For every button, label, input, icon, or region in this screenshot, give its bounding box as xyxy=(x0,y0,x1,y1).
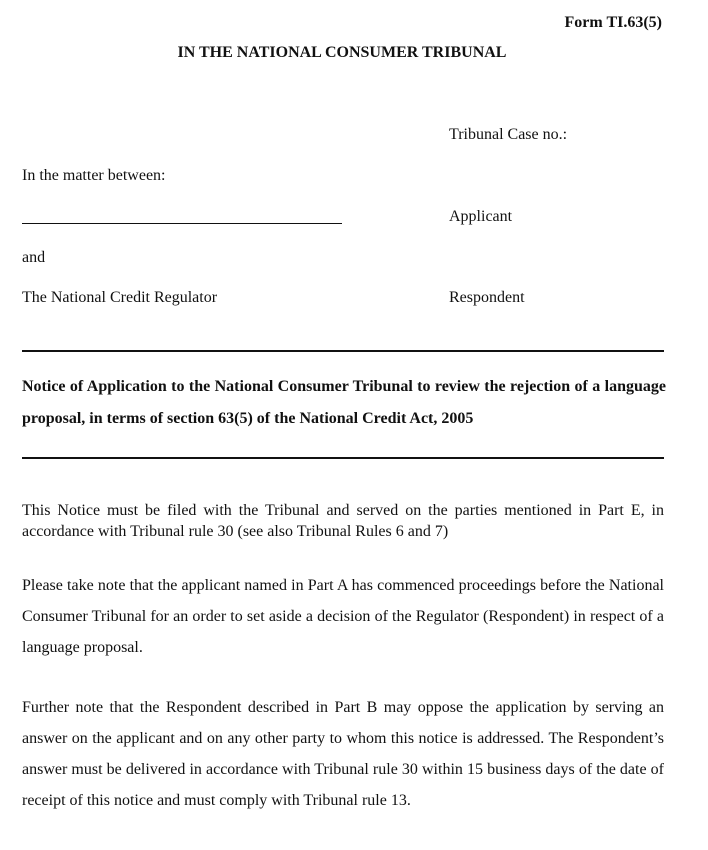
respondent-name: The National Credit Regulator xyxy=(22,289,218,306)
case-number-label: Tribunal Case no.: xyxy=(449,126,568,143)
notice-title: Notice of Application to the National Consumer Tribunal to review the rejection of a language proposal, in terms of section 63(5) of the National Credit Act, 2005 xyxy=(22,378,666,427)
opposition-paragraph: Further note that the Respondent described in Part B may oppose the application by serving an answer on the applicant and on any other party to whom this notice is addressed. The Respondent’s answer must be delivered in accordance with Tribunal rule 30 within 15 business days of the date of receipt of this notice and must comply with Tribunal rule 13. xyxy=(22,699,664,809)
divider-bottom xyxy=(22,457,664,459)
divider-top xyxy=(22,350,664,352)
court-heading: IN THE NATIONAL CONSUMER TRIBUNAL xyxy=(177,44,507,61)
filing-paragraph: This Notice must be filed with the Tribunal and served on the parties mentioned in Part E, in accordance with Tribunal rule 30 (see also Tribunal Rules 6 and 7) xyxy=(22,502,664,540)
respondent-label: Respondent xyxy=(449,289,525,306)
applicant-name-line xyxy=(22,223,342,224)
applicant-label: Applicant xyxy=(449,208,513,225)
and-label: and xyxy=(22,249,46,266)
form-number: Form TI.63(5) xyxy=(564,14,662,31)
matter-between-label: In the matter between: xyxy=(22,167,166,184)
proceedings-paragraph: Please take note that the applicant named in Part A has commenced proceedings before the National Consumer Tribunal for an order to set aside a decision of the Regulator (Respondent) in respect of a language proposal. xyxy=(22,577,664,656)
